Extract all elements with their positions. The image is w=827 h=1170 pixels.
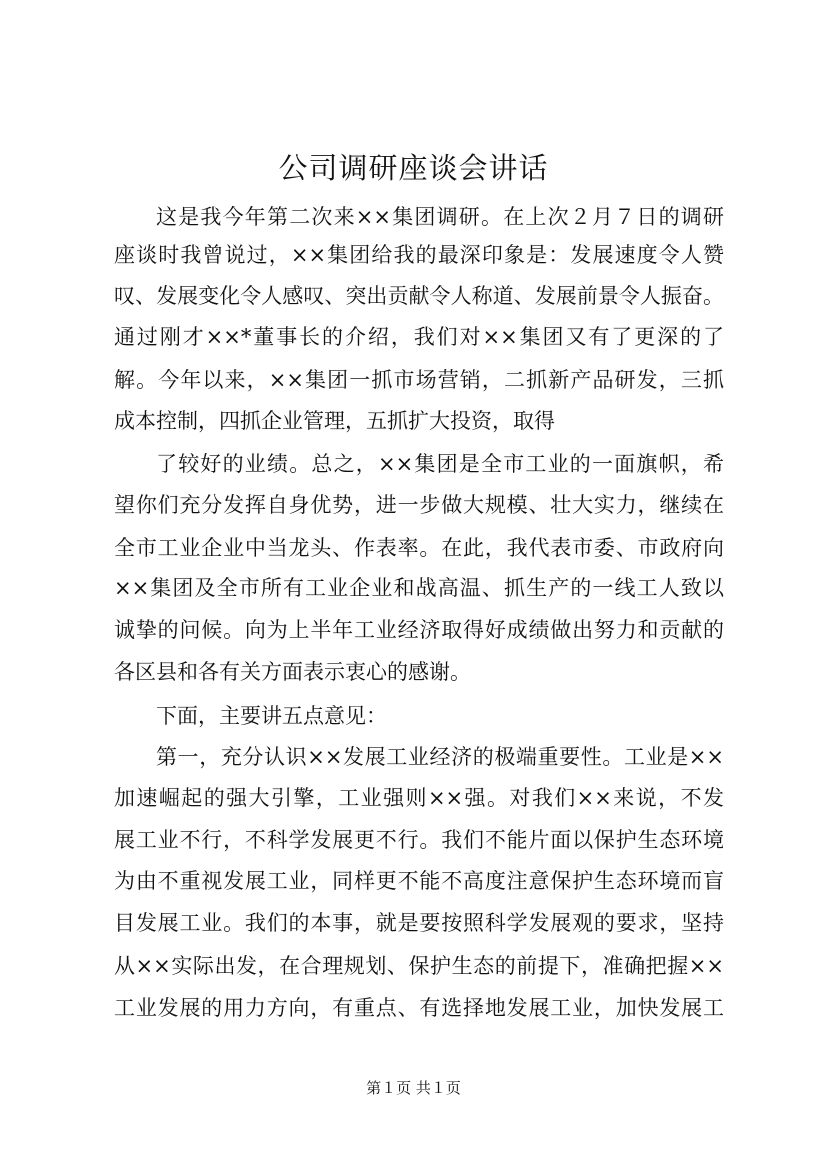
- document-title: 公司调研座谈会讲话: [278, 151, 549, 185]
- page-footer: 第１页 共１页: [366, 1079, 461, 1097]
- paragraph-line: 各区县和各有关方面表示衷心的感谢。: [114, 660, 471, 684]
- paragraph-line: 第一，充分认识××发展工业经济的极端重要性。工业是××: [156, 745, 724, 769]
- paragraph-line: 望你们充分发挥自身优势，进一步做大规模、壮大实力，继续在: [114, 493, 724, 517]
- paragraph-line: 下面，主要讲五点意见：: [156, 704, 387, 728]
- paragraph-line: ××集团及全市所有工业企业和战高温、抓生产的一线工人致以: [114, 576, 724, 600]
- paragraph-line: 成本控制，四抓企业管理，五抓扩大投资，取得: [114, 409, 555, 433]
- paragraph-line: 诚挚的问候。向为上半年工业经济取得好成绩做出努力和贡献的: [114, 618, 724, 642]
- paragraph-line: 加速崛起的强大引擎，工业强则××强。对我们××来说，不发: [114, 786, 724, 810]
- paragraph-line: 座谈时我曾说过，××集团给我的最深印象是：发展速度令人赞: [114, 243, 724, 267]
- paragraph-line: 目发展工业。我们的本事，就是要按照科学发展观的要求，坚持: [114, 911, 724, 935]
- paragraph-line: 了较好的业绩。总之，××集团是全市工业的一面旗帜，希: [156, 452, 724, 476]
- paragraph-line: 展工业不行，不科学发展更不行。我们不能片面以保护生态环境: [114, 828, 724, 852]
- paragraph-line: 解。今年以来，××集团一抓市场营销，二抓新产品研发，三抓: [114, 368, 724, 392]
- paragraph-line: 为由不重视发展工业，同样更不能不高度注意保护生态环境而盲: [114, 869, 724, 893]
- paragraph-line: 全市工业企业中当龙头、作表率。在此，我代表市委、市政府向: [114, 536, 724, 560]
- paragraph-line: 这是我今年第二次来××集团调研。在上次２月７日的调研: [156, 205, 724, 229]
- paragraph-line: 从××实际出发，在合理规划、保护生态的前提下，准确把握××: [114, 954, 724, 978]
- paragraph-line: 工业发展的用力方向，有重点、有选择地发展工业，加快发展工: [114, 996, 724, 1020]
- paragraph-line: 叹、发展变化令人感叹、突出贡献令人称道、发展前景令人振奋。: [114, 284, 724, 308]
- paragraph-line: 通过刚才××*董事长的介绍，我们对××集团又有了更深的了: [114, 325, 724, 349]
